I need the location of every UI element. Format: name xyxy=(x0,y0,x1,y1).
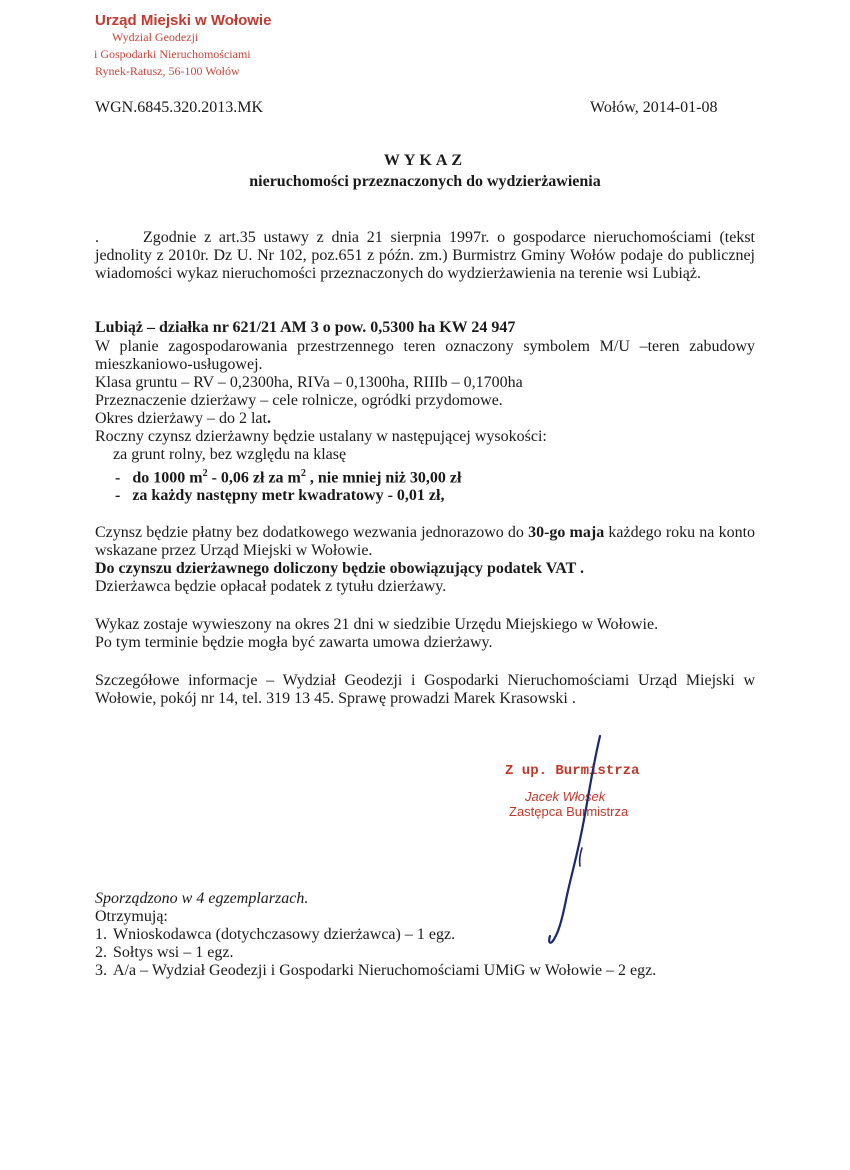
parcel-heading: Lubiąż – działka nr 621/21 AM 3 o pow. 0,5300 ha KW 24 947 xyxy=(95,319,516,336)
signature-stamp-line-1: Z up. Burmistrza xyxy=(505,763,640,779)
rent-item-2-dash: - xyxy=(115,487,121,505)
distribution-section xyxy=(95,890,755,980)
rent-intro: Roczny czynsz dzierżawny będzie ustalany w następującej wysokości: xyxy=(95,428,547,445)
tax-note: Dzierżawca będzie opłacał podatek z tytułu dzierżawy. xyxy=(95,578,447,595)
parcel-period-dot: . xyxy=(266,410,271,427)
document-date: Wołów, 2014-01-08 xyxy=(590,99,718,116)
rent-item-1-sup2: 2 xyxy=(300,468,306,479)
payment-text-a: Czynsz będzie płatny bez dodatkowego wezwania jednorazowo do xyxy=(95,524,529,541)
stamp-line-office: Urząd Miejski w Wołowie xyxy=(95,12,272,29)
intro-mark: . xyxy=(95,229,99,246)
intro-text: Zgodnie z art.35 ustawy z dnia 21 sierpnia 1997r. o gospodarce nieruchomościami (tekst jednolity z 2010r. Dz U. Nr 102, poz.651 z późn. zm.) Burmistrz Gminy Wołów podaje do publicznej wiadomości wykaz nieruchomości przeznaczonych do wydzierżawienia na terenie wsi Lubiąż. xyxy=(95,229,755,282)
rent-item-1-c: , nie mniej niż 30,00 zł xyxy=(305,469,462,487)
parcel-plan: W planie zagospodarowania przestrzennego teren oznaczony symbolem M/U –teren zabudowy mieszkaniowo-usługowej. xyxy=(95,338,755,373)
rent-item-1-a: do 1000 m xyxy=(132,469,203,487)
payment-terms xyxy=(95,524,755,560)
signature-stamp-name: Jacek Włosek xyxy=(525,789,606,804)
copies-note: Sporządzono w 4 egzemplarzach. xyxy=(95,890,309,907)
posting-line-2: Po tym terminie będzie mogła być zawarta umowa dzierżawy. xyxy=(95,634,493,651)
payment-deadline: 30-go maja xyxy=(528,524,605,541)
stamp-line-address: Rynek-Ratusz, 56-100 Wołów xyxy=(95,64,240,78)
list-item-number: 1. xyxy=(95,926,107,943)
list-item-text: Wnioskodawca (dotychczasowy dzierżawca) – 1 egz. xyxy=(113,926,456,943)
document-title: WYKAZ xyxy=(383,152,467,169)
stamp-line-department-2: i Gospodarki Nieruchomościami xyxy=(94,47,251,61)
details-paragraph: Szczegółowe informacje – Wydział Geodezji i Gospodarki Nieruchomościami Urząd Miejski w Wołowie, pokój nr 14, tel. 319 13 45. Sprawę prowadzi Marek Krasowski . xyxy=(95,672,755,707)
list-item-number: 3. xyxy=(95,962,107,979)
list-item xyxy=(95,944,755,962)
vat-note: Do czynszu dzierżawnego doliczony będzie obowiązujący podatek VAT . xyxy=(95,560,585,577)
rent-land: za grunt rolny, bez względu na klasę xyxy=(113,446,347,463)
document-subtitle: nieruchomości przeznaczonych do wydzierżawienia xyxy=(249,173,601,190)
list-item xyxy=(95,926,755,944)
payment-section xyxy=(95,524,755,596)
rent-item-2 xyxy=(95,487,755,505)
rent-item-1-b: - 0,06 zł za m xyxy=(207,469,301,487)
intro-paragraph xyxy=(95,229,755,283)
posting-section xyxy=(95,616,755,652)
stamp-line-department: Wydział Geodezji xyxy=(112,30,199,44)
parcel-period-text: Okres dzierżawy – do 2 lat xyxy=(95,410,267,427)
signature-stamp-role: Zastępca Burmistrza xyxy=(509,804,629,819)
list-item xyxy=(95,962,755,980)
parcel-section xyxy=(95,319,755,505)
rent-item-1-dash: - xyxy=(115,469,121,487)
posting-line-1: Wykaz zostaje wywieszony na okres 21 dni w siedzibie Urzędu Miejskiego w Wołowie. xyxy=(95,616,659,633)
list-item-text: Sołtys wsi – 1 egz. xyxy=(113,944,234,961)
recipients-label: Otrzymują: xyxy=(95,908,168,925)
reference-number: WGN.6845.320.2013.MK xyxy=(95,99,263,116)
payment-text-b: każdego roku na konto wskazane przez Urząd Miejski w Wołowie. xyxy=(95,524,756,559)
rent-item-1-sup1: 2 xyxy=(202,468,208,479)
office-stamp xyxy=(95,12,271,80)
parcel-period xyxy=(95,410,755,428)
parcel-soil-class: Klasa gruntu – RV – 0,2300ha, RIVa – 0,1300ha, RIIIb – 0,1700ha xyxy=(95,374,523,391)
list-item-text: A/a – Wydział Geodezji i Gospodarki Nieruchomościami UMiG w Wołowie – 2 egz. xyxy=(113,962,657,979)
rent-item-1 xyxy=(95,465,755,487)
parcel-purpose: Przeznaczenie dzierżawy – cele rolnicze, ogródki przydomowe. xyxy=(95,392,503,409)
list-item-number: 2. xyxy=(95,944,107,961)
rent-item-2-text: za każdy następny metr kwadratowy - 0,01 zł, xyxy=(132,487,445,505)
